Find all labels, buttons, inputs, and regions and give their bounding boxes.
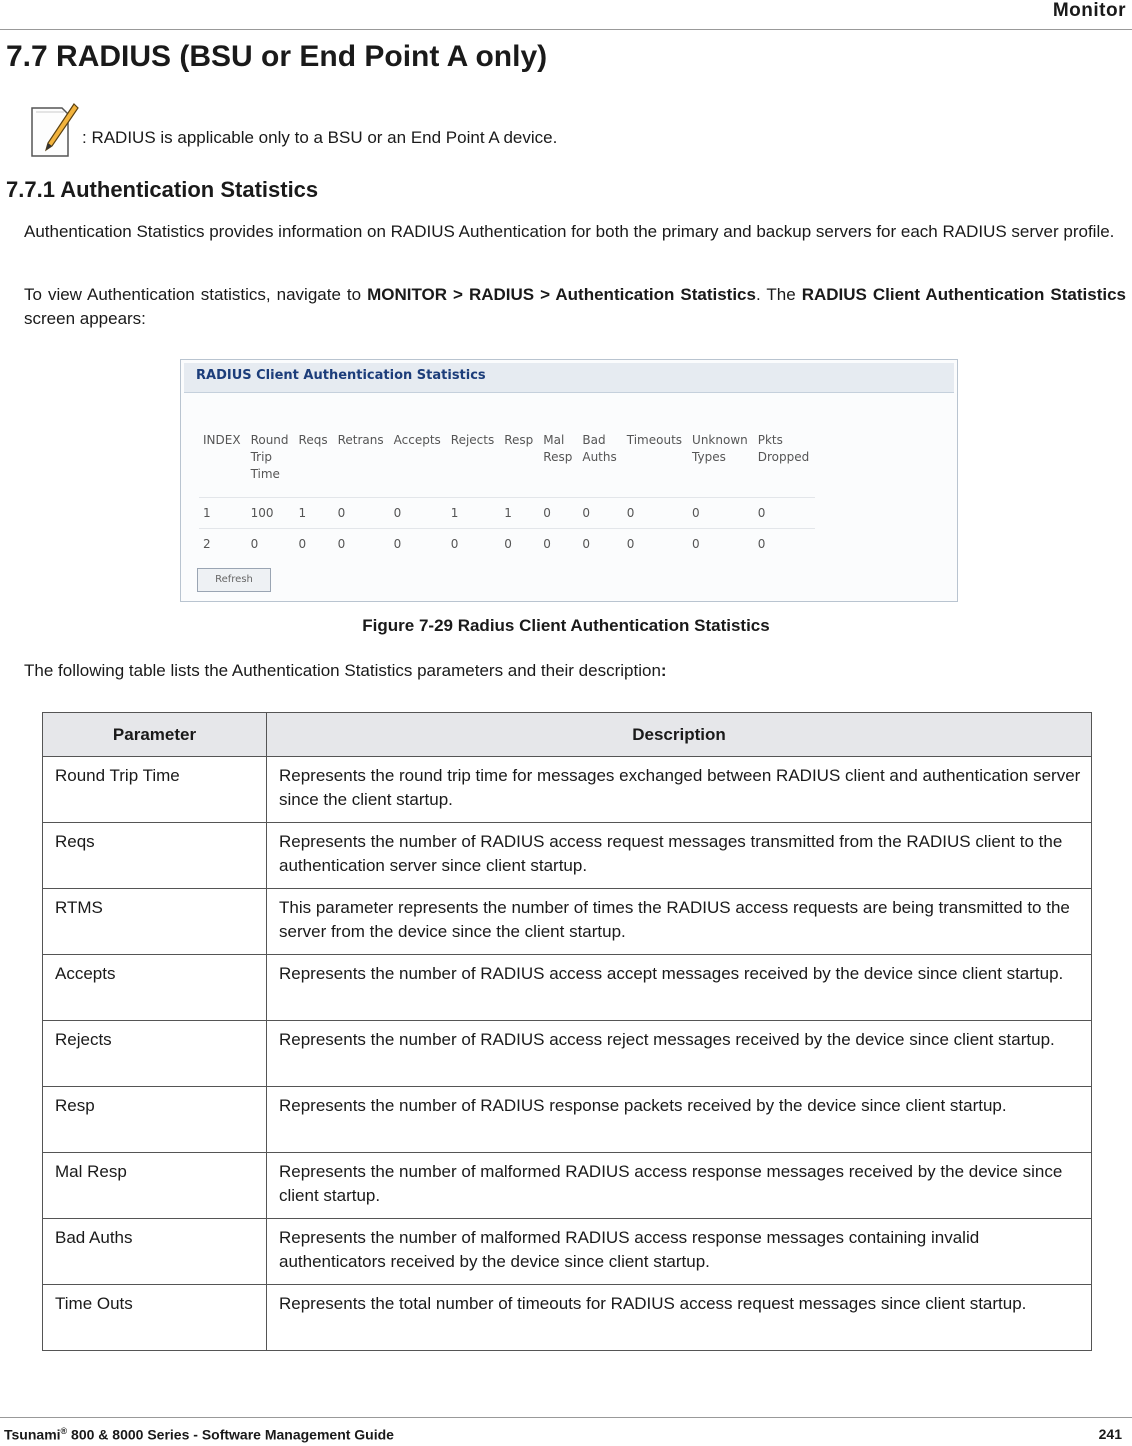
table-row xyxy=(43,1153,1092,1219)
figure-column-header xyxy=(295,432,334,498)
description-cell: Represents the number of RADIUS response packets received by the device since client startup. xyxy=(267,1087,1092,1153)
description-cell: Represents the number of RADIUS access request messages transmitted from the RADIUS client to the authentication server since client startup. xyxy=(267,823,1092,889)
figure-table-cell: 1 xyxy=(295,498,334,529)
subsection-heading: 7.7.1 Authentication Statistics xyxy=(6,177,319,202)
table-row xyxy=(43,1021,1092,1087)
parameter-cell: RTMS xyxy=(43,889,267,955)
figure-column-header xyxy=(500,432,539,498)
parameter-table xyxy=(42,712,1092,1351)
figure-table-row xyxy=(199,529,815,560)
parameter-cell: Rejects xyxy=(43,1021,267,1087)
description-cell: Represents the number of malformed RADIUS access response messages containing invalid authenticators received by the device since client startup. xyxy=(267,1219,1092,1285)
figure-column-header-line: Dropped xyxy=(757,450,810,464)
screen-name: RADIUS Client Authentication Statistics xyxy=(801,285,1127,304)
description-cell: This parameter represents the number of times the RADIUS access requests are being transmitted to the server from the device since the client startup. xyxy=(267,889,1092,955)
figure-table-cell: 100 xyxy=(247,498,295,529)
figure-table-cell: 0 xyxy=(390,529,447,560)
description-cell: Represents the round trip time for messages exchanged between RADIUS client and authentication server since the client startup. xyxy=(267,757,1092,823)
footer-title-rest: 800 & 8000 Series - Software Management Guide xyxy=(67,1426,394,1443)
figure-table-cell: 1 xyxy=(500,498,539,529)
parameter-cell: Resp xyxy=(43,1087,267,1153)
figure-table-cell: 0 xyxy=(539,498,578,529)
figure-column-header-line: Rejects xyxy=(450,433,495,447)
header-rule xyxy=(0,29,1132,30)
table-row xyxy=(43,955,1092,1021)
figure-column-header-line: Auths xyxy=(582,450,617,464)
figure-caption: Figure 7-29 Radius Client Authentication Statistics xyxy=(362,616,770,635)
table-intro-paragraph xyxy=(24,659,1126,683)
figure-column-header xyxy=(539,432,578,498)
intro-paragraph: Authentication Statistics provides information on RADIUS Authentication for both the primary and backup servers for each RADIUS server profile. xyxy=(24,222,1115,241)
nav-suffix: screen appears: xyxy=(24,309,146,328)
figure-table-cell: 0 xyxy=(754,529,816,560)
figure-table-cell: 0 xyxy=(247,529,295,560)
description-column-header: Description xyxy=(267,713,1092,757)
description-cell: Represents the total number of timeouts for RADIUS access request messages since client startup. xyxy=(267,1285,1092,1351)
figure-table-cell: 0 xyxy=(578,529,622,560)
parameter-cell: Accepts xyxy=(43,955,267,1021)
figure-column-header xyxy=(247,432,295,498)
figure-column-header-line: Types xyxy=(692,450,726,464)
figure-table-cell: 2 xyxy=(199,529,247,560)
screenshot-figure xyxy=(180,359,958,602)
figure-column-header-line: Reqs xyxy=(298,433,328,447)
figure-table-cell: 1 xyxy=(199,498,247,529)
parameter-cell: Round Trip Time xyxy=(43,757,267,823)
figure-column-header xyxy=(578,432,622,498)
figure-table-cell: 0 xyxy=(390,498,447,529)
refresh-button[interactable]: Refresh xyxy=(197,568,271,592)
parameter-cell: Reqs xyxy=(43,823,267,889)
figure-column-header-line: Timeouts xyxy=(626,433,683,447)
table-row xyxy=(43,1087,1092,1153)
figure-column-header-line: Mal xyxy=(543,433,565,447)
parameter-cell: Time Outs xyxy=(43,1285,267,1351)
figure-column-header-line: Accepts xyxy=(393,433,441,447)
nav-path: MONITOR > RADIUS > Authentication Statistics xyxy=(367,285,756,304)
figure-table-cell: 0 xyxy=(295,529,334,560)
figure-column-header xyxy=(623,432,688,498)
figure-table-cell: 0 xyxy=(334,498,390,529)
figure-table-cell: 0 xyxy=(578,498,622,529)
navigation-paragraph xyxy=(24,283,1126,331)
figure-column-header-line: Retrans xyxy=(337,433,384,447)
nav-prefix: To view Authentication statistics, navigate to xyxy=(24,285,368,304)
figure-column-header-line: Resp xyxy=(543,450,573,464)
figure-table-cell: 0 xyxy=(688,498,754,529)
figure-column-header-line: Round xyxy=(250,433,289,447)
note-pencil-icon xyxy=(28,100,80,160)
table-row xyxy=(43,757,1092,823)
table-row xyxy=(43,1285,1092,1351)
figure-column-header-line: Trip xyxy=(250,450,273,464)
figure-table-row xyxy=(199,498,815,529)
figure-table-cell: 0 xyxy=(334,529,390,560)
footer-brand: Tsunami xyxy=(4,1426,61,1443)
table-intro-colon: : xyxy=(660,661,667,680)
description-cell: Represents the number of malformed RADIUS access response messages received by the device since client startup. xyxy=(267,1153,1092,1219)
footer-title xyxy=(4,1426,394,1443)
figure-column-header xyxy=(754,432,816,498)
figure-column-header xyxy=(447,432,500,498)
note xyxy=(28,100,557,160)
figure-table-cell: 0 xyxy=(754,498,816,529)
figure-column-header xyxy=(390,432,447,498)
figure-stats-table xyxy=(199,432,815,559)
parameter-cell: Bad Auths xyxy=(43,1219,267,1285)
figure-table-cell: 0 xyxy=(623,529,688,560)
registered-mark: ® xyxy=(60,1426,68,1436)
parameter-cell: Mal Resp xyxy=(43,1153,267,1219)
table-row xyxy=(43,1219,1092,1285)
note-text: : RADIUS is applicable only to a BSU or an End Point A device. xyxy=(82,128,558,147)
figure-table-cell: 0 xyxy=(500,529,539,560)
figure-column-header xyxy=(688,432,754,498)
page-number: 241 xyxy=(1098,1426,1122,1442)
figure-column-header xyxy=(199,432,247,498)
footer-rule xyxy=(0,1417,1132,1418)
figure-column-header-line: Pkts xyxy=(757,433,783,447)
nav-mid: . The xyxy=(755,285,802,304)
description-cell: Represents the number of RADIUS access reject messages received by the device since client startup. xyxy=(267,1021,1092,1087)
table-row xyxy=(43,823,1092,889)
parameter-column-header: Parameter xyxy=(43,713,267,757)
figure-table-cell: 1 xyxy=(447,498,500,529)
figure-column-header-line: Bad xyxy=(582,433,606,447)
figure-column-header xyxy=(334,432,390,498)
figure-column-header-line: Resp xyxy=(504,433,534,447)
table-intro-text: The following table lists the Authentication Statistics parameters and their description xyxy=(24,661,661,680)
running-header: Monitor xyxy=(1052,0,1126,21)
figure-column-header-line: INDEX xyxy=(203,433,241,447)
figure-panel-title: RADIUS Client Authentication Statistics xyxy=(184,363,954,393)
figure-table-cell: 0 xyxy=(623,498,688,529)
table-row xyxy=(43,889,1092,955)
figure-table-cell: 0 xyxy=(447,529,500,560)
section-heading: 7.7 RADIUS (BSU or End Point A only) xyxy=(6,40,548,73)
description-cell: Represents the number of RADIUS access accept messages received by the device since client startup. xyxy=(267,955,1092,1021)
figure-column-header-line: Time xyxy=(250,467,280,481)
figure-table-cell: 0 xyxy=(539,529,578,560)
figure-column-header-line: Unknown xyxy=(692,433,748,447)
figure-table-cell: 0 xyxy=(688,529,754,560)
